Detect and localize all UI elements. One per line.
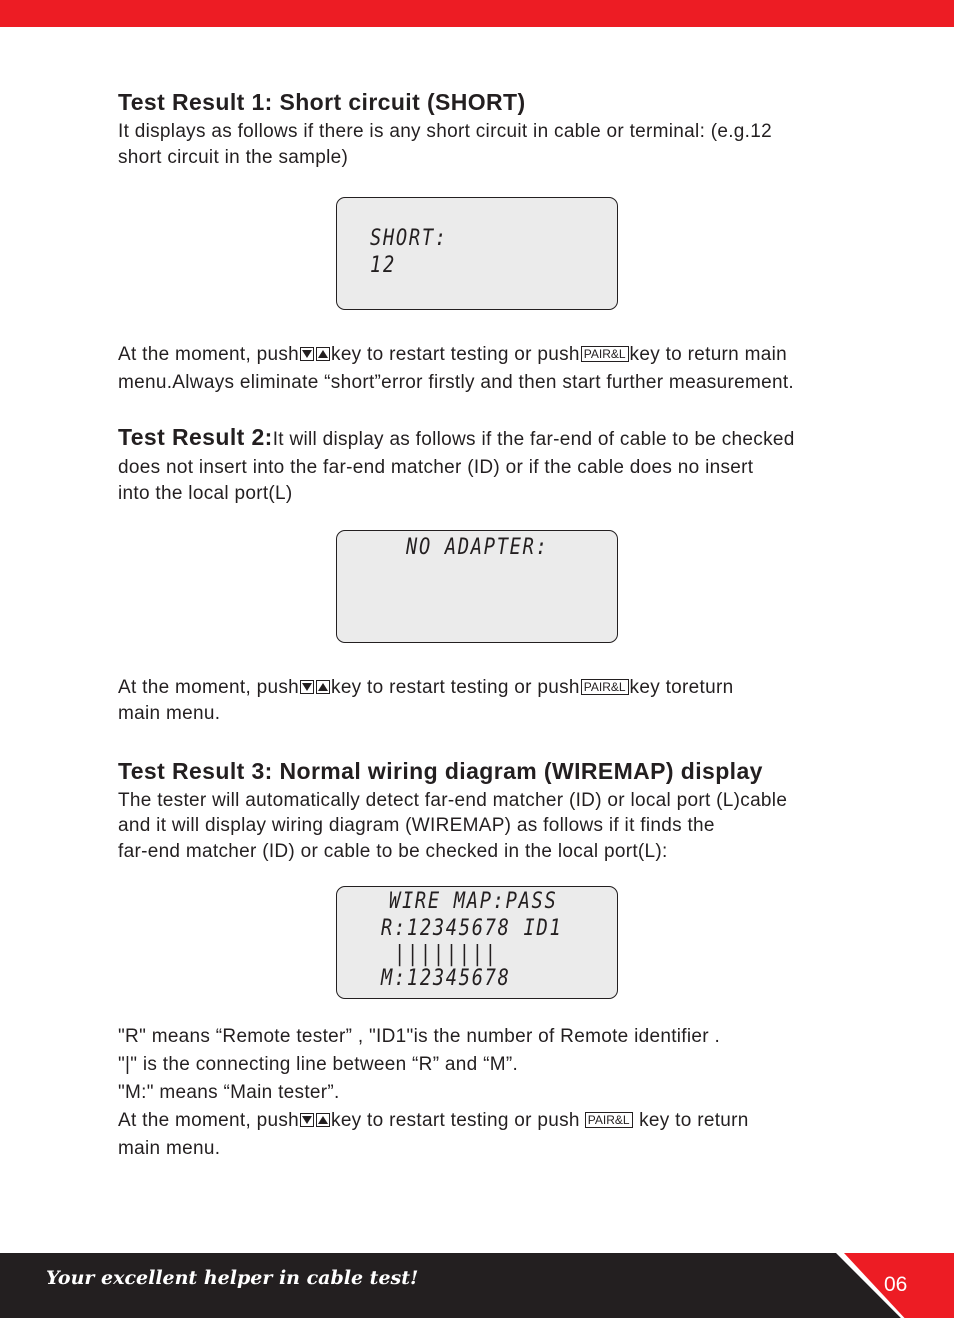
section3-note3: "M:" means “Main tester”.	[118, 1082, 340, 1103]
lcd-wiremap-display	[336, 886, 618, 999]
pair-l-key-icon: PAIR&L	[581, 679, 629, 695]
lcd-wiremap-line3: ||||||||	[394, 942, 498, 967]
up-arrow-key-icon	[316, 680, 330, 694]
section3-instruction-line1: At the moment, push key to restart testing or push PAIR&L key to return	[118, 1110, 749, 1131]
section1-instruction-line1: At the moment, push key to restart testing or push PAIR&L key to return main	[118, 344, 788, 365]
section1-text-line1: It displays as follows if there is any short circuit in cable or terminal: (e.g.12	[118, 121, 772, 142]
section1-heading: Test Result 1: Short circuit (SHORT)	[118, 89, 526, 115]
footer-tagline: Your excellent helper in cable test!	[46, 1267, 419, 1289]
section2-text-line3: into the local port(L)	[118, 483, 293, 504]
section3-text-line2: and it will display wiring diagram (WIREMAP) as follows if it finds the	[118, 815, 715, 836]
section1-instruction-line2: menu.Always eliminate “short”error firstly and then start further measurement.	[118, 372, 794, 393]
section3-text-line3: far-end matcher (ID) or cable to be checked in the local port(L):	[118, 841, 668, 862]
lcd-wiremap-line1: WIRE MAP:PASS	[389, 889, 558, 914]
section3-instruction-line2: main menu.	[118, 1138, 221, 1159]
section3-note1: "R" means “Remote tester” , "ID1"is the number of Remote identifier .	[118, 1026, 721, 1047]
lcd-no-adapter-display	[336, 530, 618, 643]
section2-text-line1: Test Result 2:It will display as follows if the far-end of cable to be checked	[118, 424, 795, 450]
up-arrow-key-icon	[316, 347, 330, 361]
page-footer	[0, 1253, 954, 1318]
lcd-short-line1: SHORT:	[370, 226, 448, 251]
down-arrow-key-icon	[300, 1113, 314, 1127]
lcd-wiremap-line2: R:12345678 ID1	[381, 916, 563, 941]
page-number: 06	[884, 1273, 908, 1296]
down-arrow-key-icon	[300, 680, 314, 694]
top-red-bar	[0, 0, 954, 27]
down-arrow-key-icon	[300, 347, 314, 361]
section2-text-line2: does not insert into the far-end matcher (ID) or if the cable does no insert	[118, 457, 754, 478]
section2-instruction-line1: At the moment, push key to restart testing or push PAIR&L key toreturn	[118, 677, 734, 698]
section3-text-line1: The tester will automatically detect far-end matcher (ID) or local port (L)cable	[118, 790, 788, 811]
lcd-no-adapter-line1: NO ADAPTER:	[406, 535, 549, 560]
section1-text-line2: short circuit in the sample)	[118, 147, 349, 168]
up-arrow-key-icon	[316, 1113, 330, 1127]
section3-note2: "|" is the connecting line between “R” and “M”.	[118, 1054, 519, 1075]
lcd-short-display	[336, 197, 618, 310]
pair-l-key-icon: PAIR&L	[581, 346, 629, 362]
section3-heading: Test Result 3: Normal wiring diagram (WIREMAP) display	[118, 758, 763, 784]
lcd-short-line2: 12	[370, 253, 396, 278]
section2-heading: Test Result 2:	[118, 424, 273, 450]
pair-l-key-icon: PAIR&L	[585, 1112, 633, 1128]
lcd-wiremap-line4: M:12345678	[381, 966, 511, 991]
section2-instruction-line2: main menu.	[118, 703, 221, 724]
